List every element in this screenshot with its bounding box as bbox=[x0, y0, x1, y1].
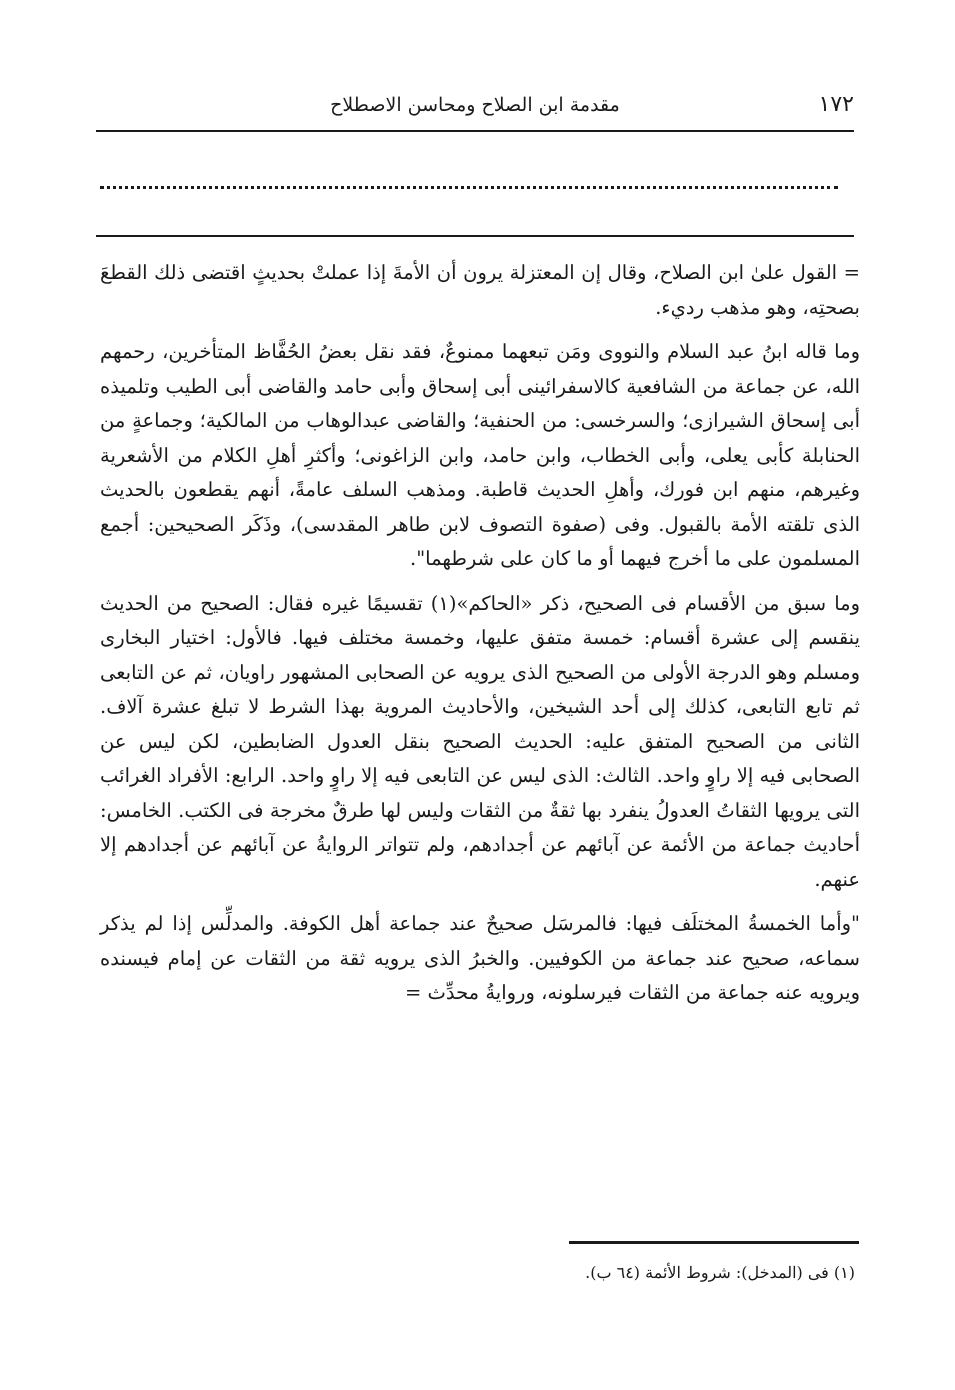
dotted-separator bbox=[100, 186, 838, 189]
header-rule bbox=[96, 130, 854, 132]
section-rule bbox=[96, 235, 854, 237]
paragraph: = القول علىٰ ابن الصلاح، وقال إن المعتزلة يرون أن الأمةَ إذا عملتْ بحديثٍ اقتضى ذلك القطعَ بصحتِه، وهو مذهب رديء. bbox=[100, 261, 860, 319]
paragraph: وما قاله ابنُ عبد السلام والنووى ومَن تبعهما ممنوعٌ، فقد نقل بعضُ الحُفَّاظ المتأخرين، رحمهم الله، عن جماعة من الشافعية كالاسفرائينى أبى إسحاق وأبى حامد والقاضى أبى الطيب وتلميذه أبى إسحاق الشيرازى؛ والسرخسى: من الحنفية؛ والقاضى عبدالوهاب من المالكية؛ وجماعةٍ من الحنابلة كأبى يعلى، وأبى الخطاب، وابن حامد، وابن الزاغونى؛ وأكثرِ أهلِ الكلام من الأشعرية وغيرهم، منهم ابن فورك، وأهلِ الحديث قاطبة. ومذهب السلف عامةً، أنهم يقطعون بالحديث الذى تلقته الأمة بالقبول. وفى (صفوة التصوف لابن طاهر المقدسى)، وذَكَر الصحيحين: أجمع المسلمون على ما أخرج فيهما أو ما كان على شرطهما". bbox=[100, 340, 860, 570]
paragraph: "وأما الخمسةُ المختلَف فيها: فالمرسَل صحيحٌ عند جماعة أهل الكوفة. والمدلِّس إذا لم يذكر سماعه، صحيح عند جماعة من الكوفيين. والخبرُ الذى يرويه ثقة من الثقات عن إمام فيسنده ويرويه عنه جماعة من الثقات فيرسلونه، وروايةُ محدِّث = bbox=[100, 912, 860, 1004]
running-title: مقدمة ابن الصلاح ومحاسن الاصطلاح bbox=[330, 94, 620, 116]
page-header bbox=[96, 88, 854, 128]
footnote-rule bbox=[569, 1241, 859, 1244]
page-number: ١٧٢ bbox=[818, 92, 854, 117]
paragraph: وما سبق من الأقسام فى الصحيح، ذكر «الحاكم»(١) تقسيمًا غيره فقال: الصحيح من الحديث ينقسم إلى عشرة أقسام: خمسة متفق عليها، وخمسة مختلف فيها. فالأول: اختيار البخارى ومسلم وهو الدرجة الأولى من الصحيح الذى يرويه عن الصحابى المشهور راويان، ثم عن التابعى ثم تابع التابعى، كذلك إلى أحد الشيخين، والأحاديث المروية بهذا الشرط لا تبلغ عشرة آلاف. الثانى من الصحيح المتفق عليه: الحديث الصحيح بنقل العدول الضابطين، لكن ليس عن الصحابى فيه إلا راوٍ واحد. الثالث: الذى ليس عن التابعى فيه إلا راوٍ واحد. الرابع: الأفراد الغرائب التى يرويها الثقاتُ العدولُ ينفرد بها ثقةٌ من الثقات وليس لها طرقٌ مخرجة فى الكتب. الخامس: أحاديث جماعة من الأئمة عن آبائهم عن أجدادهم، ولم تتواتر الروايةُ عن آبائهم عن أجدادهم إلا عنهم. bbox=[100, 591, 861, 891]
body-text bbox=[100, 256, 860, 1021]
footnote: (١) فى (المدخل): شروط الأئمة (٦٤ ب). bbox=[585, 1263, 855, 1282]
